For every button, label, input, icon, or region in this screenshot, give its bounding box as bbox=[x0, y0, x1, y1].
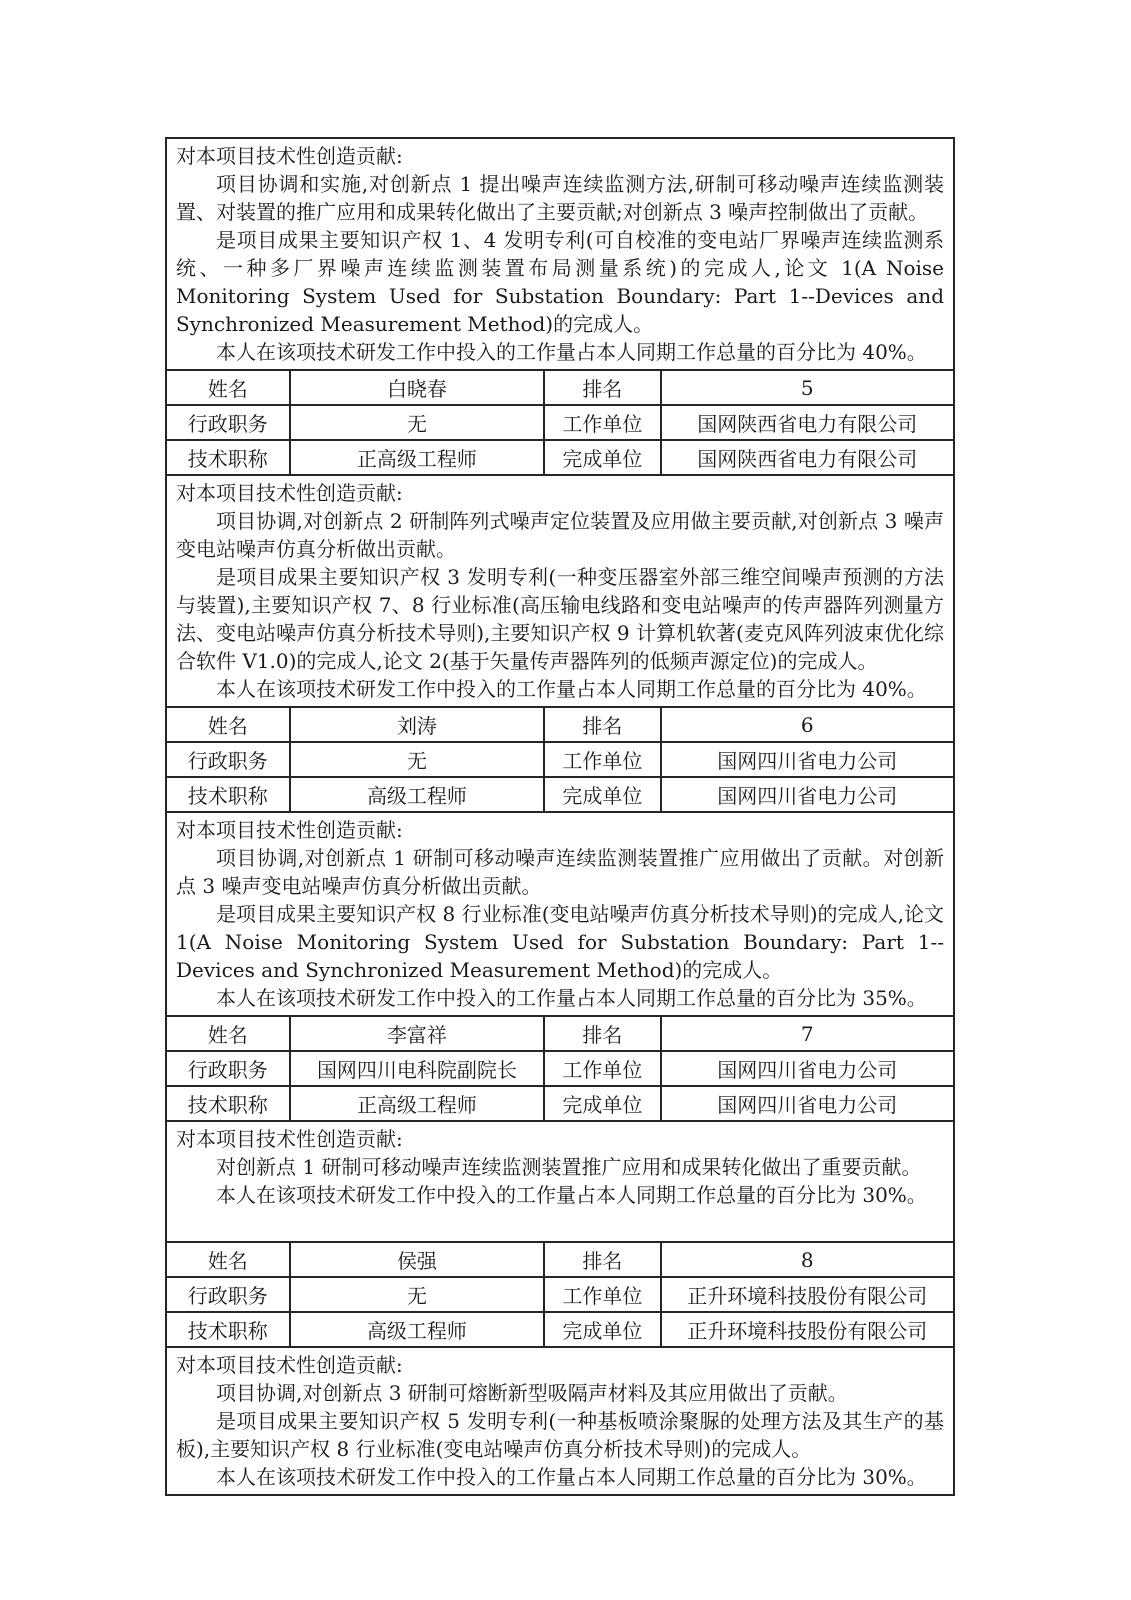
tech-title-label: 技术职称 bbox=[167, 1312, 290, 1347]
table-row bbox=[167, 707, 953, 742]
work-unit-value: 国网四川省电力公司 bbox=[661, 742, 953, 777]
contribution-heading: 对本项目技术性创造贡献: bbox=[176, 481, 403, 505]
table-row bbox=[167, 405, 953, 440]
person-info-table-2 bbox=[167, 706, 953, 813]
person-info-table-3 bbox=[167, 1015, 953, 1122]
table-row bbox=[167, 1242, 953, 1277]
table-row bbox=[167, 1016, 953, 1051]
name-label: 姓名 bbox=[167, 370, 290, 405]
work-unit-label: 工作单位 bbox=[544, 1277, 660, 1312]
completing-unit-label: 完成单位 bbox=[544, 1086, 660, 1121]
contribution-paragraph: 是项目成果主要知识产权 5 发明专利(一种基板喷涂聚脲的处理方法及其生产的基板),主要知识产权 8 行业标准(变电站噪声仿真分析技术导则)的完成人。 bbox=[176, 1409, 944, 1461]
contribution-paragraph: 项目协调,对创新点 3 研制可熔断新型吸隔声材料及其应用做出了贡献。 bbox=[216, 1381, 848, 1405]
work-unit-label: 工作单位 bbox=[544, 405, 660, 440]
contribution-paragraph: 是项目成果主要知识产权 3 发明专利(一种变压器室外部三维空间噪声预测的方法与装置),主要知识产权 7、8 行业标准(高压输电线路和变电站噪声的传声器阵列测量方法、变电站噪声仿真分析技术导则),主要知识产权 9 计算机软著(麦克风阵列波束优化综合软件 V1.0)的完成人,论文 2(基于矢量传声器阵列的低频声源定位)的完成人。 bbox=[176, 565, 944, 673]
contribution-heading: 对本项目技术性创造贡献: bbox=[176, 144, 403, 168]
rank-label: 排名 bbox=[544, 1242, 660, 1277]
workload-paragraph: 本人在该项技术研发工作中投入的工作量占本人同期工作总量的百分比为 30%。 bbox=[216, 1183, 927, 1207]
table-row bbox=[167, 440, 953, 475]
completing-unit-label: 完成单位 bbox=[544, 440, 660, 475]
work-unit-value: 正升环境科技股份有限公司 bbox=[661, 1277, 953, 1312]
tech-title-label: 技术职称 bbox=[167, 1086, 290, 1121]
contributors-frame bbox=[165, 137, 955, 1496]
rank-value: 8 bbox=[661, 1242, 953, 1277]
contribution-section-2 bbox=[167, 476, 953, 706]
rank-label: 排名 bbox=[544, 1016, 660, 1051]
tech-title-value: 高级工程师 bbox=[290, 777, 545, 812]
tech-title-value: 高级工程师 bbox=[290, 1312, 545, 1347]
completing-unit-label: 完成单位 bbox=[544, 777, 660, 812]
admin-position-label: 行政职务 bbox=[167, 1277, 290, 1312]
person-info-table-1 bbox=[167, 369, 953, 476]
table-row bbox=[167, 1277, 953, 1312]
tech-title-value: 正高级工程师 bbox=[290, 1086, 545, 1121]
name-label: 姓名 bbox=[167, 1242, 290, 1277]
work-unit-label: 工作单位 bbox=[544, 1051, 660, 1086]
rank-value: 5 bbox=[661, 370, 953, 405]
name-value: 李富祥 bbox=[290, 1016, 545, 1051]
admin-position-label: 行政职务 bbox=[167, 1051, 290, 1086]
completing-unit-value: 国网四川省电力公司 bbox=[661, 777, 953, 812]
contribution-section-5 bbox=[167, 1348, 953, 1494]
admin-position-value: 无 bbox=[290, 742, 545, 777]
admin-position-label: 行政职务 bbox=[167, 405, 290, 440]
admin-position-label: 行政职务 bbox=[167, 742, 290, 777]
rank-value: 7 bbox=[661, 1016, 953, 1051]
tech-title-value: 正高级工程师 bbox=[290, 440, 545, 475]
contribution-paragraph: 项目协调和实施,对创新点 1 提出噪声连续监测方法,研制可移动噪声连续监测装置、对装置的推广应用和成果转化做出了主要贡献;对创新点 3 噪声控制做出了贡献。 bbox=[176, 172, 944, 224]
table-row bbox=[167, 370, 953, 405]
completing-unit-value: 国网陕西省电力有限公司 bbox=[661, 440, 953, 475]
name-value: 刘涛 bbox=[290, 707, 545, 742]
rank-label: 排名 bbox=[544, 707, 660, 742]
name-label: 姓名 bbox=[167, 707, 290, 742]
work-unit-value: 国网陕西省电力有限公司 bbox=[661, 405, 953, 440]
contribution-heading: 对本项目技术性创造贡献: bbox=[176, 818, 403, 842]
contribution-section-4 bbox=[167, 1122, 953, 1241]
contribution-paragraph: 对创新点 1 研制可移动噪声连续监测装置推广应用和成果转化做出了重要贡献。 bbox=[216, 1155, 922, 1179]
name-label: 姓名 bbox=[167, 1016, 290, 1051]
table-row bbox=[167, 1051, 953, 1086]
table-row bbox=[167, 742, 953, 777]
admin-position-value: 无 bbox=[290, 1277, 545, 1312]
contribution-paragraph: 是项目成果主要知识产权 8 行业标准(变电站噪声仿真分析技术导则)的完成人,论文 1(A Noise Monitoring System Used for Substation Boundary: Part 1--Devices and Synchronized Measurement Method)的完成人。 bbox=[176, 902, 944, 982]
name-value: 侯强 bbox=[290, 1242, 545, 1277]
tech-title-label: 技术职称 bbox=[167, 440, 290, 475]
work-unit-value: 国网四川省电力公司 bbox=[661, 1051, 953, 1086]
contribution-paragraph: 项目协调,对创新点 1 研制可移动噪声连续监测装置推广应用做出了贡献。对创新点 3 噪声变电站噪声仿真分析做出贡献。 bbox=[176, 846, 944, 898]
workload-paragraph: 本人在该项技术研发工作中投入的工作量占本人同期工作总量的百分比为 35%。 bbox=[216, 986, 927, 1010]
contribution-section-3 bbox=[167, 813, 953, 1015]
rank-value: 6 bbox=[661, 707, 953, 742]
rank-label: 排名 bbox=[544, 370, 660, 405]
table-row bbox=[167, 777, 953, 812]
completing-unit-label: 完成单位 bbox=[544, 1312, 660, 1347]
admin-position-value: 国网四川电科院副院长 bbox=[290, 1051, 545, 1086]
tech-title-label: 技术职称 bbox=[167, 777, 290, 812]
completing-unit-value: 正升环境科技股份有限公司 bbox=[661, 1312, 953, 1347]
workload-paragraph: 本人在该项技术研发工作中投入的工作量占本人同期工作总量的百分比为 40%。 bbox=[216, 340, 927, 364]
workload-paragraph: 本人在该项技术研发工作中投入的工作量占本人同期工作总量的百分比为 40%。 bbox=[216, 677, 927, 701]
contribution-paragraph: 项目协调,对创新点 2 研制阵列式噪声定位装置及应用做主要贡献,对创新点 3 噪声变电站噪声仿真分析做出贡献。 bbox=[176, 509, 944, 561]
person-info-table-4 bbox=[167, 1241, 953, 1348]
table-row bbox=[167, 1086, 953, 1121]
table-row bbox=[167, 1312, 953, 1347]
contribution-heading: 对本项目技术性创造贡献: bbox=[176, 1353, 403, 1377]
name-value: 白晓春 bbox=[290, 370, 545, 405]
workload-paragraph: 本人在该项技术研发工作中投入的工作量占本人同期工作总量的百分比为 30%。 bbox=[216, 1465, 927, 1489]
completing-unit-value: 国网四川省电力公司 bbox=[661, 1086, 953, 1121]
admin-position-value: 无 bbox=[290, 405, 545, 440]
contribution-paragraph: 是项目成果主要知识产权 1、4 发明专利(可自校准的变电站厂界噪声连续监测系统、一种多厂界噪声连续监测装置布局测量系统)的完成人,论文 1(A Noise Monitoring System Used for Substation Boundary: Part 1--Devices and Synchronized Measurement Method)的完成人。 bbox=[176, 228, 944, 336]
contribution-heading: 对本项目技术性创造贡献: bbox=[176, 1127, 403, 1151]
work-unit-label: 工作单位 bbox=[544, 742, 660, 777]
contribution-section-1 bbox=[167, 139, 953, 369]
